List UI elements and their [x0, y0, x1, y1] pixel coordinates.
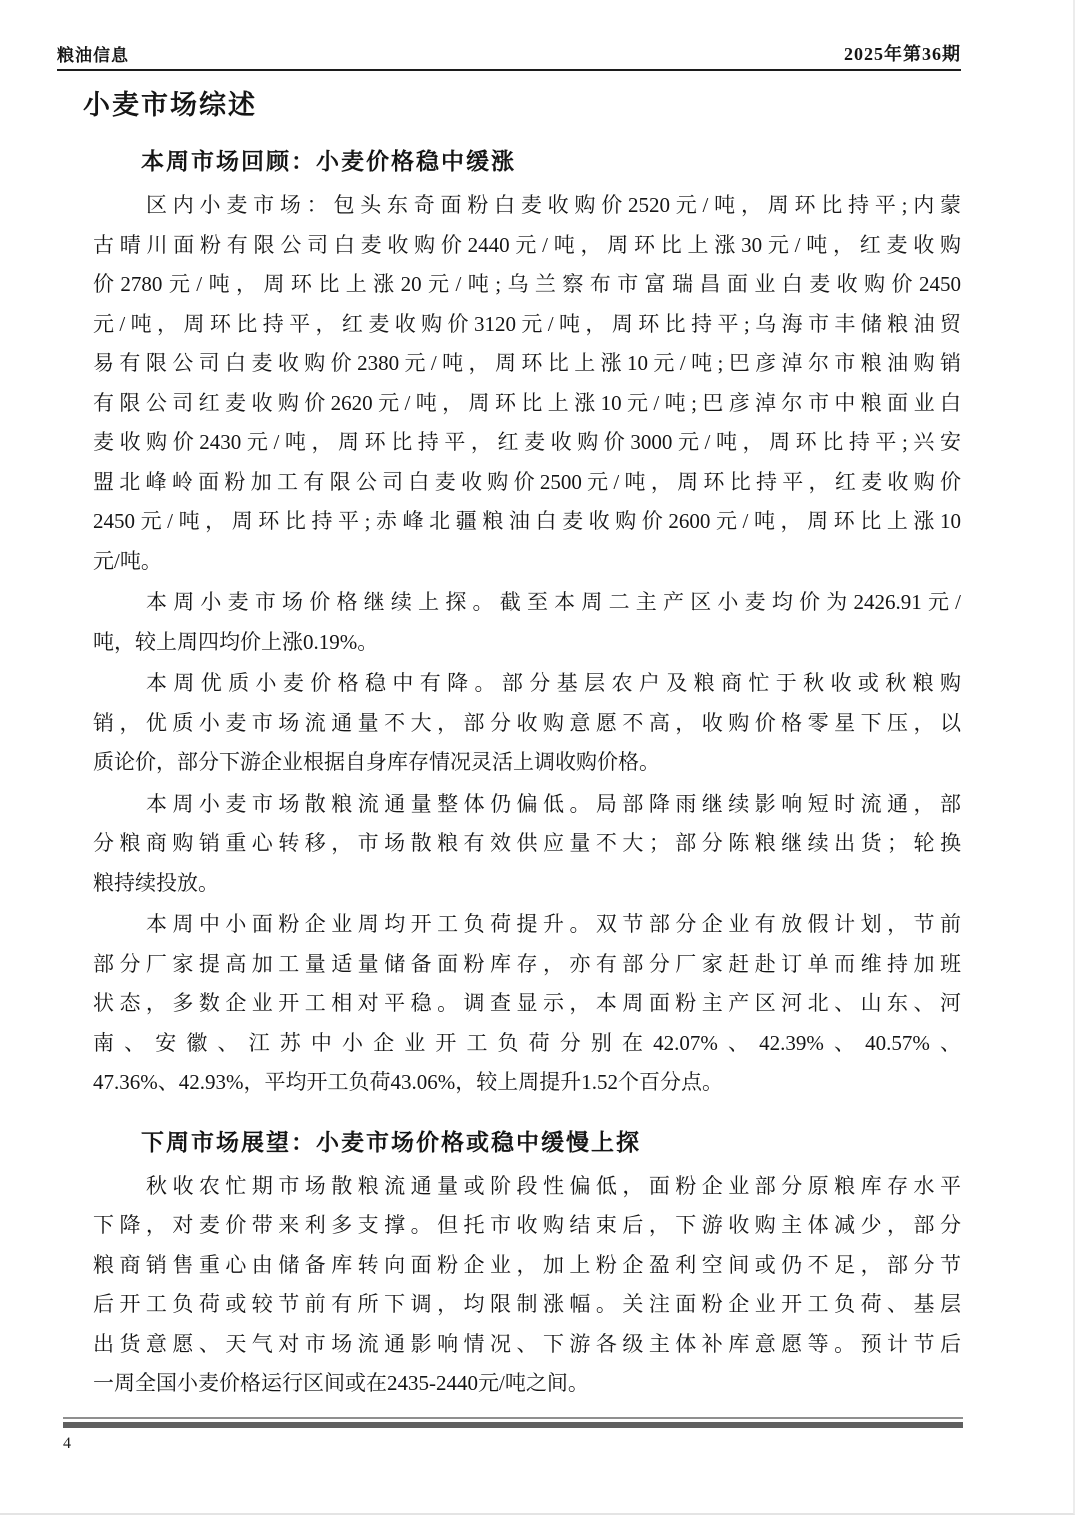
- text-line: 部分厂家提高加工量适量储备面粉库存，亦有部分厂家赶赴订单而维持加班: [93, 951, 961, 976]
- text-line: 粮持续投放。: [93, 870, 219, 895]
- paragraph: [93, 905, 961, 1103]
- text-line: 下降，对麦价带来利多支撑。但托市收购结束后，下游收购主体减少，部分: [93, 1213, 961, 1237]
- text-line: 粮商销售重心由储备库转向面粉企业，加上粉企盈利空间或仍不足，部分节: [93, 1252, 961, 1277]
- text-line: 本周中小面粉企业周均开工负荷提升。双节部分企业有放假计划，节前: [146, 912, 961, 936]
- text-line: 盟北峰岭面粉加工有限公司白麦收购价2500元/吨，周环比持平，红麦收购价: [93, 469, 961, 494]
- text-line: 易有限公司白麦收购价2380元/吨，周环比上涨10元/吨;巴彦淖尔市粮油购销: [93, 351, 961, 375]
- text-line: 47.36%、42.93%，平均开工负荷43.06%，较上周提升1.52个百分点。: [93, 1070, 723, 1094]
- text-line: 2450元/吨，周环比持平;赤峰北疆粮油白麦收购价2600元/吨，周环比上涨10: [93, 509, 961, 533]
- text-line: 分粮商购销重心转移，市场散粮有效供应量不大；部分陈粮继续出货；轮换: [93, 831, 961, 855]
- footer-rule-thin: [63, 1417, 963, 1419]
- paragraph: [93, 186, 961, 581]
- text-line: 麦收购价2430元/吨，周环比持平，红麦收购价3000元/吨，周环比持平;兴安: [93, 430, 961, 454]
- paragraph: [93, 1167, 961, 1404]
- text-line: 后开工负荷或较节前有所下调，均限制涨幅。关注面粉企业开工负荷、基层: [93, 1292, 961, 1316]
- page-number: 4: [63, 1435, 71, 1452]
- paragraph: [93, 785, 961, 904]
- section-heading: 本周市场回顾：小麦价格稳中缓涨: [141, 148, 516, 174]
- text-line: 质论价，部分下游企业根据自身库存情况灵活上调收购价格。: [93, 750, 660, 774]
- text-line: 出货意愿、天气对市场流通影响情况、下游各级主体补库意愿等。预计节后: [93, 1331, 961, 1356]
- text-line: 价2780元/吨，周环比上涨20元/吨;乌兰察布市富瑞昌面业白麦收购价2450: [93, 272, 961, 296]
- header-issue-label: 2025年第36期: [844, 44, 961, 64]
- text-line: 本周小麦市场价格继续上探。截至本周二主产区小麦均价为2426.91元/: [146, 590, 961, 614]
- text-line: 状态，多数企业开工相对平稳。调查显示，本周面粉主产区河北、山东、河: [93, 991, 961, 1015]
- text-line: 古晴川面粉有限公司白麦收购价2440元/吨，周环比上涨30元/吨，红麦收购: [93, 232, 961, 257]
- text-line: 区内小麦市场：包头东奇面粉白麦收购价2520元/吨，周环比持平;内蒙: [146, 193, 961, 217]
- page-footer: [63, 1417, 963, 1454]
- text-line: 吨，较上周四均价上涨0.19%。: [93, 629, 379, 654]
- footer-rule-thick: [63, 1422, 963, 1428]
- header-publication-name: 粮油信息: [57, 46, 129, 65]
- document-body: [83, 66, 961, 1406]
- paragraph: [93, 583, 961, 662]
- text-line: 元/吨。: [93, 548, 162, 573]
- page-title: 小麦市场综述: [83, 90, 257, 120]
- text-line: 本周优质小麦价格稳中有降。部分基层农户及粮商忙于秋收或秋粮购: [146, 671, 961, 695]
- text-line: 南、安徽、江苏中小企业开工负荷分别在42.07%、42.39%、40.57%、: [93, 1030, 961, 1055]
- text-line: 秋收农忙期市场散粮流通量或阶段性偏低，面粉企业部分原粮库存水平: [146, 1173, 961, 1198]
- text-line: 元/吨，周环比持平，红麦收购价3120元/吨，周环比持平;乌海市丰储粮油贸: [93, 311, 961, 336]
- paragraph: [93, 664, 961, 783]
- text-line: 有限公司红麦收购价2620元/吨，周环比上涨10元/吨;巴彦淖尔市中粮面业白: [93, 390, 961, 415]
- text-line: 本周小麦市场散粮流通量整体仍偏低。局部降雨继续影响短时流通，部: [146, 791, 961, 816]
- text-line: 一周全国小麦价格运行区间或在2435-2440元/吨之间。: [93, 1371, 589, 1395]
- section-heading: 下周市场展望：小麦市场价格或稳中缓慢上探: [141, 1128, 641, 1155]
- text-line: 销，优质小麦市场流通量不大，部分收购意愿不高，收购价格零星下压，以: [93, 710, 961, 735]
